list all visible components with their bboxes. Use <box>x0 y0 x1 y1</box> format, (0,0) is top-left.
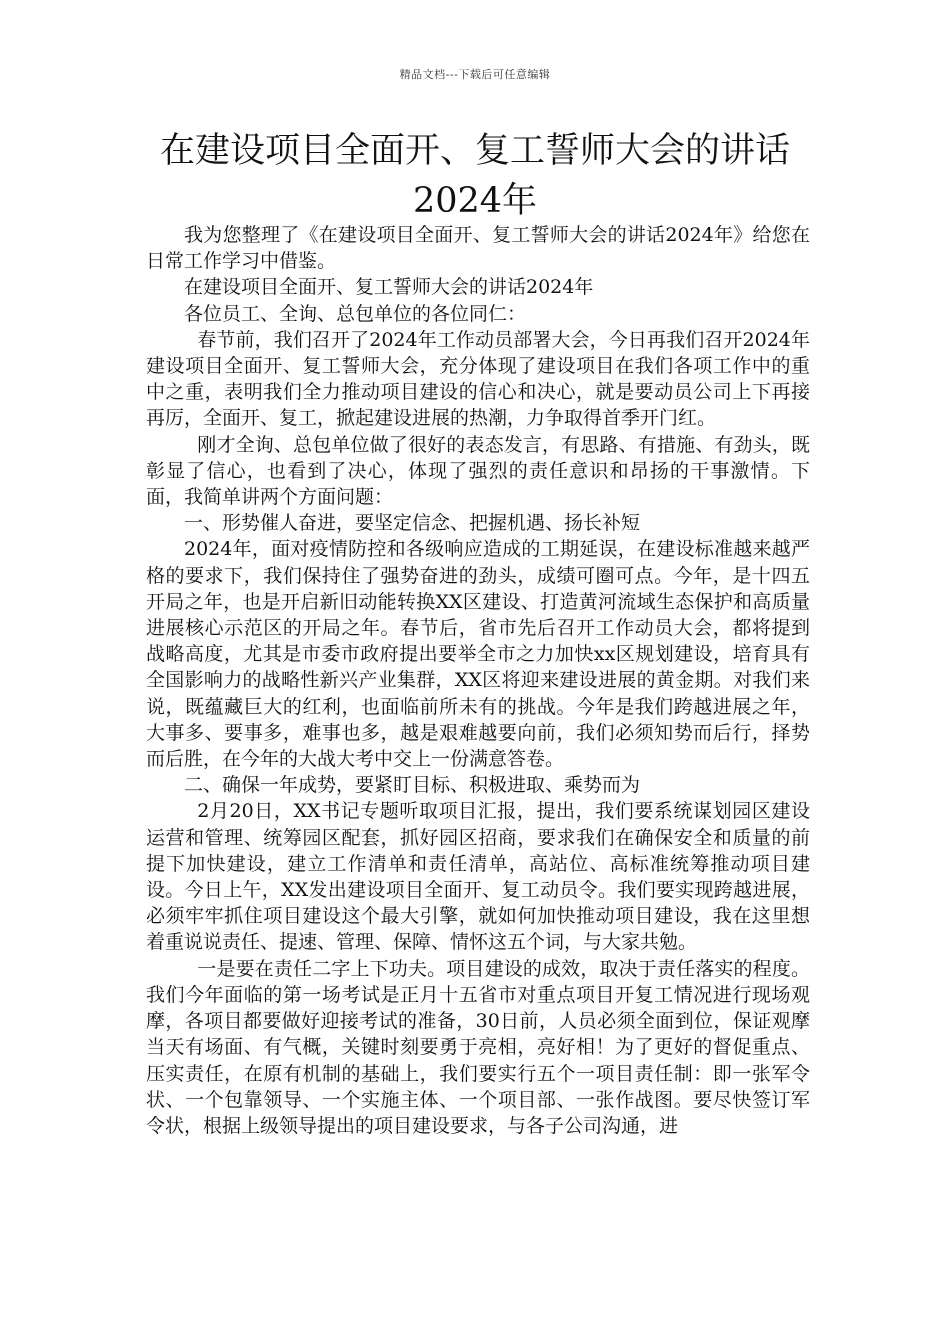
paragraph-5: 一是要在责任二字上下功夫。项目建设的成效，取决于责任落实的程度。我们今年面临的第一场考试是正月十五省市对重点项目开复工情况进行现场观摩，各项目都要做好迎接考试的准备，30日前，人员必须全面到位，保证观摩当天有场面、有气概，关键时刻要勇于亮相，亮好相！为了更好的督促重点、压实责任，在原有机制的基础上，我们要实行五个一项目责任制：即一张军令状、一个包靠领导、一个实施主体、一个项目部、一张作战图。要尽快签订军令状，根据上级领导提出的项目建设要求，与各子公司沟通，进 <box>146 957 810 1137</box>
paragraph-intro: 我为您整理了《在建设项目全面开、复工誓师大会的讲话2024年》给您在日常工作学习中借鉴。 <box>146 224 810 273</box>
paragraph-salutation: 各位员工、全询、总包单位的各位同仁： <box>184 302 527 325</box>
paragraph-4: 2月20日，XX书记专题听取项目汇报，提出，我们要系统谋划园区建设运营和管理、统筹园区配套，抓好园区招商，要求我们在确保安全和质量的前提下加快建设，建立工作清单和责任清单，高站位、高标准统筹推动项目建设。今日上午，XX发出建设项目全面开、复工动员令。我们要实现跨越进展，必须牢牢抓住项目建设这个最大引擎，就如何加快推动项目建设，我在这里想着重说说责任、提速、管理、保障、情怀这五个词，与大家共勉。 <box>146 800 810 954</box>
paragraph-3: 2024年，面对疫情防控和各级响应造成的工期延误，在建设标准越来越严格的要求下，我们保持住了强势奋进的劲头，成绩可圈可点。今年，是十四五开局之年，也是开启新旧动能转换XX区建设、打造黄河流域生态保护和高质量进展核心示范区的开局之年。春节后，省市先后召开工作动员大会，都将提到战略高度，尤其是市委市政府提出要举全市之力加快xx区规划建设，培育具有全国影响力的战略性新兴产业集群，XX区将迎来建设进展的黄金期。对我们来说，既蕴藏巨大的红利，也面临前所未有的挑战。今年是我们跨越进展之年，大事多、要事多，难事也多，越是艰难越要向前，我们必须知势而后行，择势而后胜，在今年的大战大考中交上一份满意答卷。 <box>146 538 810 771</box>
paragraph-2: 刚才全询、总包单位做了很好的表态发言，有思路、有措施、有劲头，既彰显了信心，也看到了决心，体现了强烈的责任意识和昂扬的干事激情。下面，我简单讲两个方面问题： <box>146 433 810 509</box>
paragraph-1: 春节前，我们召开了2024年工作动员部署大会，今日再我们召开2024年建设项目全面开、复工誓师大会，充分体现了建设项目在我们各项工作中的重中之重，表明我们全力推动项目建设的信心和决心，就是要动员公司上下再接再厉，全面开、复工，掀起建设进展的热潮，力争取得首季开门红。 <box>146 328 810 430</box>
section-heading-2: 二、确保一年成势，要紧盯目标、积极进取、乘势而为 <box>184 774 641 797</box>
header-note: 精品文档---下载后可任意编辑 <box>399 68 551 81</box>
paragraph-subtitle: 在建设项目全面开、复工誓师大会的讲话2024年 <box>184 276 594 299</box>
document-title: 在建设项目全面开、复工誓师大会的讲话 2024年 <box>159 131 790 221</box>
section-heading-1: 一、形势催人奋进，要坚定信念、把握机遇、扬长补短 <box>184 512 641 535</box>
document-body <box>146 222 810 1139</box>
